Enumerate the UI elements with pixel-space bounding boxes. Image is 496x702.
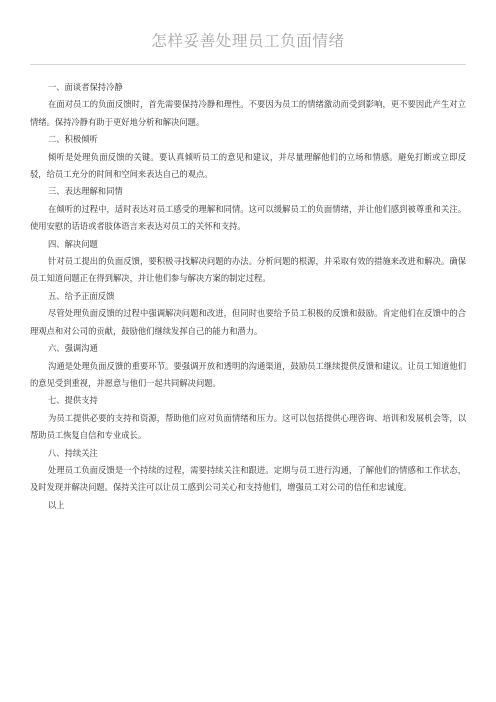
section-heading: 六、强调沟通 — [48, 343, 98, 354]
section-paragraph: 在面对员工的负面反馈时，首先需要保持冷静和理性。不要因为员工的情绪激动而受到影响，更不要因此产生对立情绪。保持冷静有助于更好地分析和解决问题。 — [30, 99, 466, 127]
section-paragraph: 处理员工负面反馈是一个持续的过程，需要持续关注和跟进。定期与员工进行沟通，了解他们的情感和工作状态，及时发现并解决问题。保持关注可以让员工感到公司关心和支持他们，增强员工对公司的信任和忠诚度。 — [30, 464, 466, 493]
section-paragraph: 为员工提供必要的支持和资源，帮助他们应对负面情绪和压力。这可以包括提供心理咨询、培训和发展机会等，以帮助员工恢复自信和专业成长。 — [30, 412, 466, 441]
section-heading: 三、表达理解和同情 — [48, 186, 123, 197]
section-paragraph: 沟通是处理负面反馈的重要环节。要强调开放和透明的沟通渠道，鼓励员工继续提供反馈和建议。让员工知道他们的意见受到重视，并愿意与他们一起共同解决问题。 — [30, 360, 466, 388]
section-heading: 七、提供支持 — [48, 395, 98, 406]
page-title: 怎样妥善处理员工负面情绪 — [151, 32, 345, 50]
section-paragraph: 尽管处理负面反馈的过程中强调解决问题和改进，但同时也要给予员工积极的反馈和鼓励。肯定他们在反馈中的合理观点和对公司的贡献，鼓励他们继续发挥自己的能力和潜力。 — [30, 308, 466, 336]
section-paragraph: 在倾听的过程中，适时表达对员工感受的理解和同情。这可以缓解员工的负面情绪，并让他们感到被尊重和关注。使用安慰的话语或者肢体语言来表达对员工的关怀和支持。 — [30, 203, 466, 232]
section-heading: 四、解决问题 — [48, 238, 98, 249]
section-paragraph: 针对员工提出的负面反馈，要积极寻找解决问题的办法。分析问题的根源，并采取有效的措施来改进和解决。确保员工知道问题正在得到解决，并让他们参与解决方案的制定过程。 — [30, 256, 466, 284]
section-paragraph: 倾听是处理负面反馈的关键。要认真倾听员工的意见和建议，并尽量理解他们的立场和情感。避免打断或立即反驳，给员工充分的时间和空间来表达自己的观点。 — [30, 151, 466, 180]
section-heading: 一、面谈者保持冷静 — [48, 82, 123, 92]
closing-text: 以上 — [48, 499, 65, 510]
section-heading: 八、持续关注 — [48, 447, 98, 458]
section-heading: 二、积极倾听 — [48, 134, 98, 145]
section-heading: 五、给予正面反馈 — [48, 290, 115, 301]
document-body — [30, 65, 466, 514]
